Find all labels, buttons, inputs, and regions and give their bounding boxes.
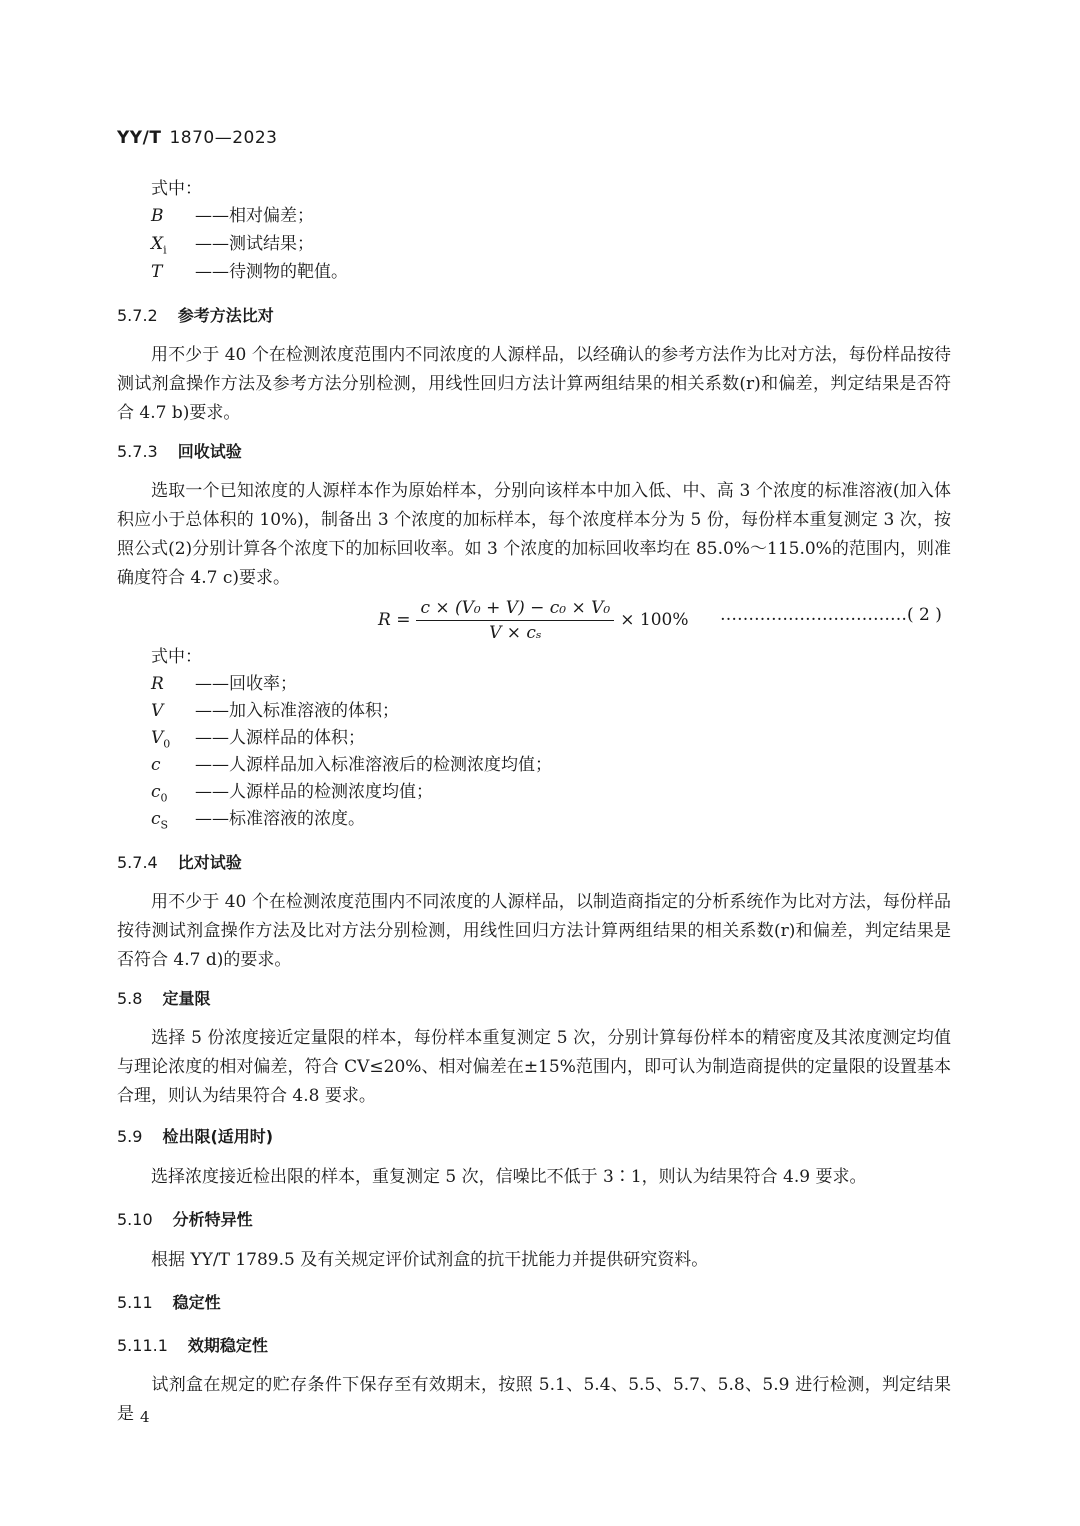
paragraph-5-8: 选择 5 份浓度接近定量限的样本，每份样本重复测定 5 次，分别计算每份样本的精密度及其浓度测定均值与理论浓度的相对偏差，符合 CV≤20%、相对偏差在±15%范围内，即可认为制造商提供的定量限的设置基本合理，则认为结果符合 4.8 要求。 xyxy=(117,1028,951,1106)
formula-2 xyxy=(378,598,689,642)
paragraph-5-11-1: 试剂盒在规定的贮存条件下保存至有效期末，按照 5.1、5.4、5.5、5.7、5.8、5.9 进行检测，判定结果是 xyxy=(117,1375,951,1424)
definition-text: ——待测物的靶值。 xyxy=(195,262,348,282)
definition-row xyxy=(151,727,365,755)
section-heading-5-11-1: 5.11.1 效期稳定性 xyxy=(117,1336,268,1355)
section-heading-5-8: 5.8 定量限 xyxy=(117,989,211,1008)
definition-symbol: $X_i$ xyxy=(151,234,167,257)
section-heading-5-11: 5.11 稳定性 xyxy=(117,1293,221,1312)
definition-row xyxy=(151,781,433,809)
standard-code: YY/T xyxy=(117,128,162,148)
definition-text: ——相对偏差； xyxy=(195,206,314,226)
definition-text: ——加入标准溶液的体积； xyxy=(195,701,399,721)
formula-tail: × 100% xyxy=(620,610,689,630)
definition-text: ——人源样品的体积； xyxy=(195,728,365,748)
definition-row xyxy=(151,233,314,261)
paragraph-5-7-4: 用不少于 40 个在检测浓度范围内不同浓度的人源样品，以制造商指定的分析系统作为比对方法，每份样品按待测试剂盒操作方法及比对方法分别检测，用线性回归方法计算两组结果的相关系数(r)和偏差，判定结果是否符合 4.7 d)的要求。 xyxy=(117,892,951,970)
formula-denominator: V × cₛ xyxy=(489,622,542,643)
section-heading-5-7-4: 5.7.4 比对试验 xyxy=(117,853,242,872)
definition-text: ——测试结果； xyxy=(195,234,314,254)
formula-fraction xyxy=(416,598,614,643)
formula-lhs: R = xyxy=(378,610,411,630)
standard-number: 1870—2023 xyxy=(169,128,278,148)
standard-header xyxy=(117,128,277,148)
where-label-2: 式中： xyxy=(151,647,202,667)
definition-row xyxy=(151,673,297,695)
definition-symbol: $V_0$ xyxy=(151,728,171,751)
definition-row xyxy=(151,261,348,283)
definition-symbol: B xyxy=(151,206,164,226)
equation-number-leader: ……………………………( 2 ) xyxy=(720,605,942,625)
paragraph-5-10: 根据 YY/T 1789.5 及有关规定评价试剂盒的抗干扰能力并提供研究资料。 xyxy=(151,1250,709,1270)
definition-text: ——回收率； xyxy=(195,674,297,694)
definition-row xyxy=(151,205,314,227)
formula-numerator: c × (V₀ + V) − c₀ × V₀ xyxy=(416,598,614,621)
definition-text: ——标准溶液的浓度。 xyxy=(195,809,365,829)
definition-symbol: T xyxy=(151,262,163,282)
definition-text: ——人源样品加入标准溶液后的检测浓度均值； xyxy=(195,755,552,775)
definition-symbol: c xyxy=(151,755,161,775)
section-heading-5-10: 5.10 分析特异性 xyxy=(117,1210,253,1229)
definition-row xyxy=(151,754,552,776)
definition-symbol: V xyxy=(151,701,164,721)
paragraph-5-7-3: 选取一个已知浓度的人源样本作为原始样本，分别向该样本中加入低、中、高 3 个浓度的标准溶液(加入体积应小于总体积的 10%)，制备出 3 个浓度的加标样本，每个浓度样本分为 5 份，每份样本重复测定 3 次，按照公式(2)分别计算各个浓度下的加标回收率。如 3 个浓度的加标回收率均在 85.0%～115.0%的范围内，则准确度符合 4.7 c)要求。 xyxy=(117,481,951,588)
paragraph-5-7-2: 用不少于 40 个在检测浓度范围内不同浓度的人源样品，以经确认的参考方法作为比对方法，每份样品按待测试剂盒操作方法及参考方法分别检测，用线性回归方法计算两组结果的相关系数(r)和偏差，判定结果是否符合 4.7 b)要求。 xyxy=(117,345,951,423)
page-number: 4 xyxy=(140,1408,150,1426)
section-heading-5-7-3: 5.7.3 回收试验 xyxy=(117,442,242,461)
definition-symbol: $c_S$ xyxy=(151,809,169,832)
definition-symbol: $c_0$ xyxy=(151,782,168,805)
definition-row xyxy=(151,808,365,836)
definition-symbol: R xyxy=(151,674,164,694)
equation-number: ( 2 ) xyxy=(907,605,942,625)
section-heading-5-9: 5.9 检出限(适用时) xyxy=(117,1127,274,1146)
section-heading-5-7-2: 5.7.2 参考方法比对 xyxy=(117,306,274,325)
where-label-1: 式中： xyxy=(151,179,202,199)
definition-text: ——人源样品的检测浓度均值； xyxy=(195,782,433,802)
definition-row xyxy=(151,700,399,722)
paragraph-5-9: 选择浓度接近检出限的样本，重复测定 5 次，信噪比不低于 3∶1，则认为结果符合 4.9 要求。 xyxy=(151,1167,867,1187)
